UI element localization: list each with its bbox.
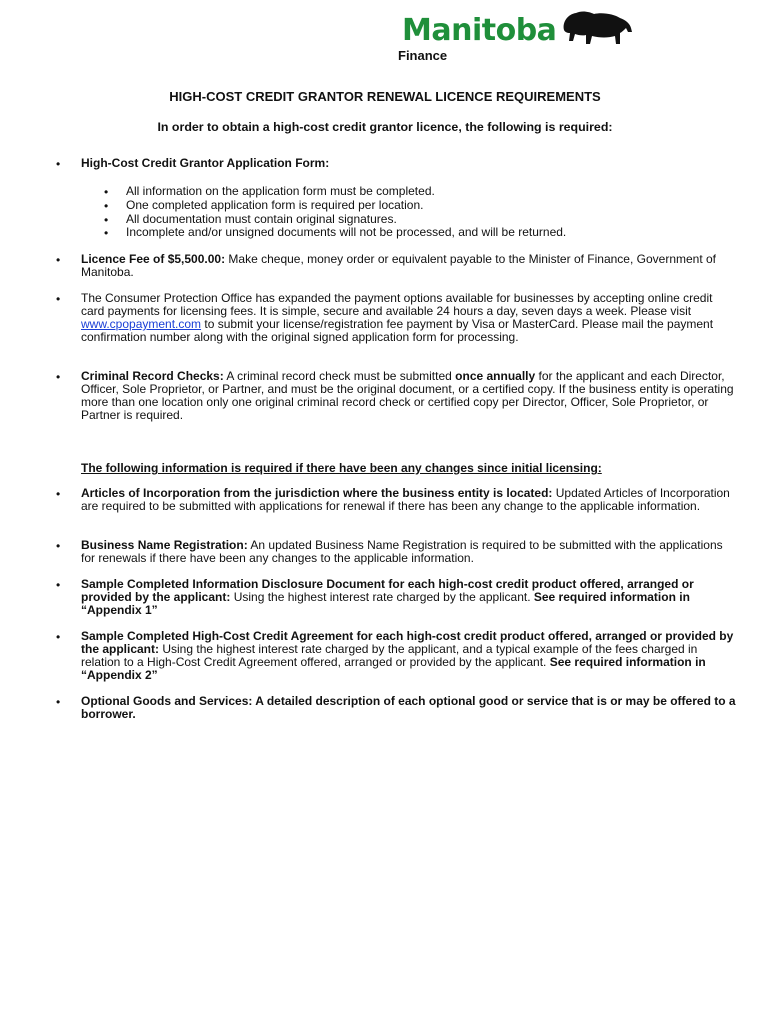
changes-heading: The following information is required if there have been any changes since initial licensing: — [81, 461, 602, 475]
bullet: • — [56, 630, 61, 644]
business-name-label: Business Name Registration: — [81, 538, 248, 552]
criminal-record-item — [81, 370, 736, 422]
agreement-see: See required information in “Appendix 2” — [81, 655, 706, 682]
licence-fee-label: Licence Fee of $5,500.00: — [81, 252, 226, 266]
sub-bullet: • — [104, 185, 109, 199]
bullet: • — [56, 578, 61, 592]
payment-text-after: to submit your license/registration fee payment by Visa or MasterCard. Please mail the payment confirmation number along with the original signed application form for processing. — [81, 317, 714, 344]
articles-text: Updated Articles of Incorporation are required to be submitted with applications for renewal if there has been any change to the applicable information. — [81, 486, 730, 513]
document-title: HIGH-COST CREDIT GRANTOR RENEWAL LICENCE REQUIREMENTS — [169, 89, 601, 104]
licence-fee-item — [81, 253, 736, 279]
application-point: Incomplete and/or unsigned documents will not be processed, and will be returned. — [126, 225, 567, 239]
disclosure-item — [81, 578, 736, 617]
articles-label: Articles of Incorporation from the jurisdiction where the business entity is located: — [81, 486, 553, 500]
business-name-item — [81, 539, 736, 565]
agreement-text: Using the highest interest rate charged by the applicant, and a typical example of the fees charged in relation to a High-Cost Credit Agreement offered, arranged or provided by the applicant. — [81, 642, 698, 669]
bullet: • — [56, 292, 61, 306]
disclosure-see: See required information in “Appendix 1” — [81, 590, 690, 617]
sub-bullet: • — [104, 226, 109, 240]
logo-subtitle: Finance — [398, 48, 448, 63]
bullet: • — [56, 370, 61, 384]
bullet: • — [56, 539, 61, 553]
criminal-record-text-before: A criminal record check must be submitted — [223, 369, 456, 383]
articles-item — [81, 487, 736, 513]
disclosure-text: Using the highest interest rate charged by the applicant. — [230, 590, 534, 604]
bison-icon — [560, 8, 634, 48]
application-point: All information on the application form must be completed. — [126, 184, 435, 198]
sub-bullet: • — [104, 213, 109, 227]
application-point: All documentation must contain original signatures. — [126, 212, 397, 226]
sub-bullet: • — [104, 199, 109, 213]
criminal-record-label: Criminal Record Checks: — [81, 369, 224, 383]
application-form-heading: High-Cost Credit Grantor Application Form: — [81, 156, 330, 170]
cpopayment-link[interactable]: www.cpopayment.com — [81, 317, 202, 331]
criminal-record-emphasis: once annually — [455, 369, 536, 383]
business-name-text: An updated Business Name Registration is required to be submitted with the applications for renewals if there have been any changes to the applicable information. — [81, 538, 723, 565]
bullet: • — [56, 487, 61, 501]
licence-fee-text: Make cheque, money order or equivalent payable to the Minister of Finance, Government of Manitoba. — [81, 252, 717, 279]
application-point: One completed application form is required per location. — [126, 198, 424, 212]
manitoba-logo — [398, 8, 634, 63]
agreement-label: Sample Completed High-Cost Credit Agreement for each high-cost credit product offered, arranged or provided by the applicant: — [81, 629, 734, 656]
bullet: • — [56, 695, 61, 709]
criminal-record-text-after: for the applicant and each Director, Officer, Sole Proprietor, or Partner, and must be the original document, or a certified copy. If the business entity is operating more than one location only one original criminal record check or certified copy per Director, Officer, Sole Proprietor, or Partner is required. — [81, 369, 734, 422]
payment-text-before: The Consumer Protection Office has expanded the payment options available for businesses by accepting online credit card payments for licensing fees. It is simple, secure and available 24 hours a day, seven days a week. Please visit — [81, 291, 713, 318]
intro-text: In order to obtain a high-cost credit grantor licence, the following is required: — [157, 120, 613, 134]
payment-options-item — [81, 292, 736, 344]
agreement-item — [81, 630, 736, 682]
logo-wordmark: Manitoba — [402, 13, 557, 48]
disclosure-label: Sample Completed Information Disclosure Document for each high-cost credit product offered, arranged or provided by the applicant: — [81, 577, 694, 604]
optional-goods-item: Optional Goods and Services: A detailed description of each optional good or service that is or may be offered to a borrower. — [81, 694, 736, 721]
bullet: • — [56, 253, 61, 267]
bullet: • — [56, 157, 61, 171]
